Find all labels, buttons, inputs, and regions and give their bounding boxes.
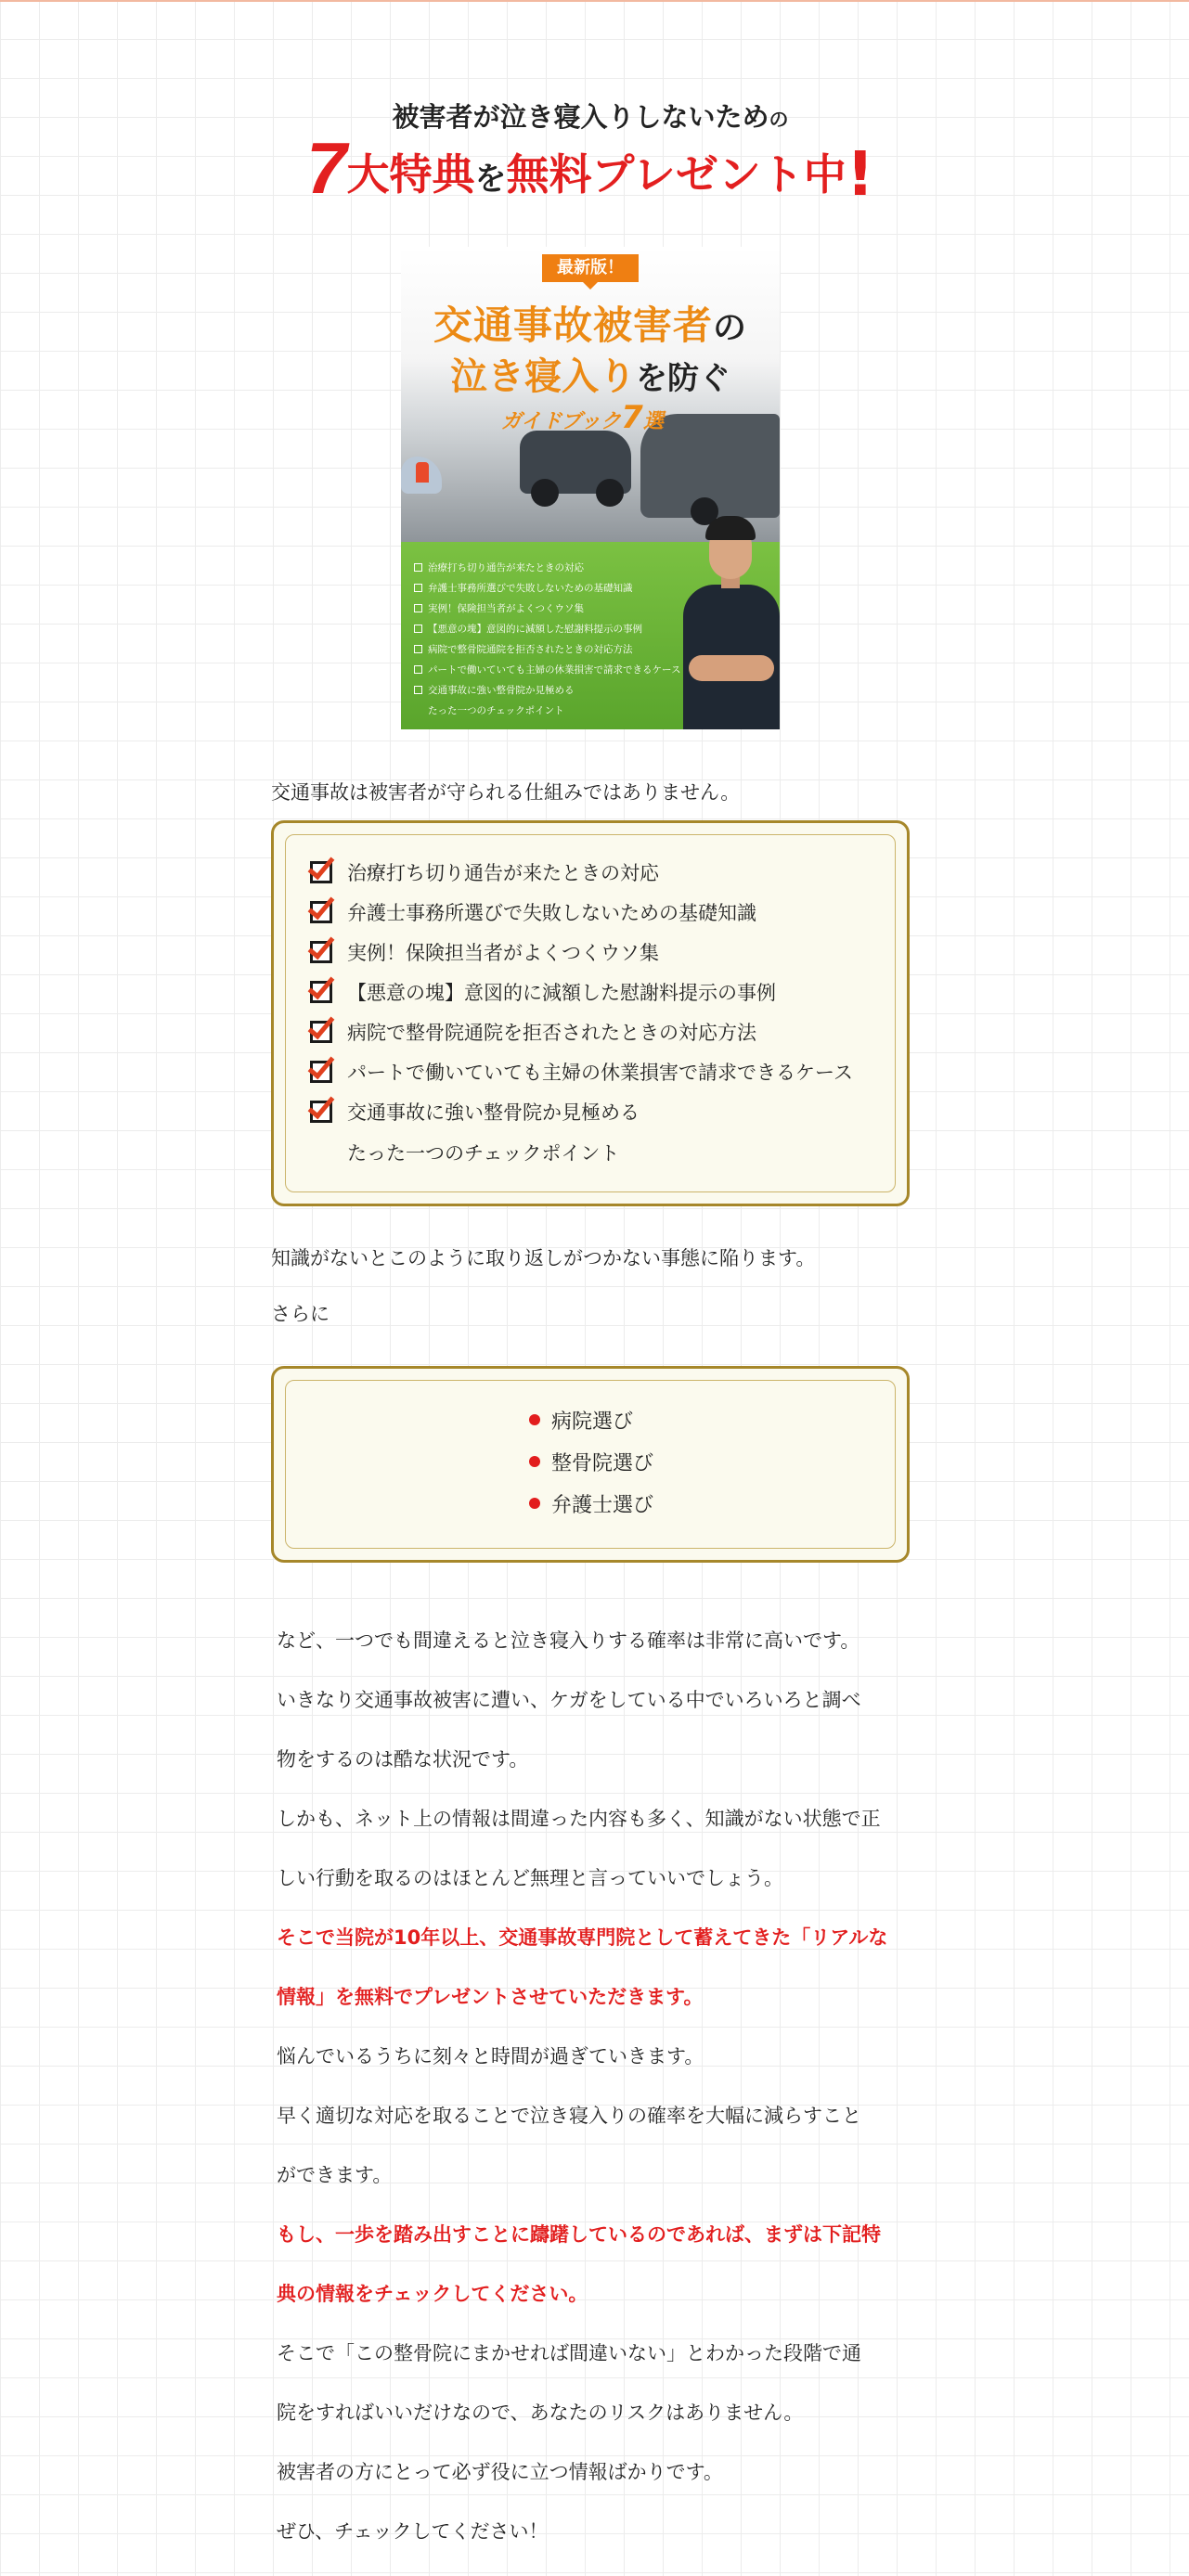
red-bullet-icon (529, 1456, 540, 1467)
highlight-text-line: 典の情報をチェックしてください。 (277, 2283, 588, 2305)
checkbox-icon (414, 604, 422, 612)
checked-checkbox-icon (310, 981, 332, 1003)
body-text-line: しかも、ネット上の情報は間違った内容も多く、知識がない状態で正 (277, 1808, 881, 1830)
cover-list-item: パートで働いていても主婦の休業損害で請求できるケース (414, 659, 692, 679)
cover-title-line1 (401, 295, 780, 351)
checkbox-icon (414, 665, 422, 674)
cover-title1-dark: の (713, 309, 748, 347)
choice-item: 病院選び (529, 1399, 633, 1440)
body-text-line: いきなり交通事故被害に遭い、ケガをしている中でいろいろと調べ (277, 1689, 861, 1711)
cover-list-item: 交通事故に強い整骨院か見極める (414, 679, 692, 700)
cover-title2-dark: を防ぐ (636, 360, 730, 397)
headline-line2 (271, 126, 910, 211)
cover-list-item: 弁護士事務所選びで失敗しないための基礎知識 (414, 577, 692, 598)
person-arms-shape (689, 655, 774, 681)
checkbox-icon (414, 625, 422, 633)
highlight-text-line: 情報」を無料でプレゼントさせていただきます。 (277, 1986, 704, 2008)
headline-line1-suffix: の (769, 109, 789, 131)
cover-list-item: 実例！保険担当者がよくつくウソ集 (414, 598, 692, 618)
highlight-text-line: もし、一歩を踏み出すことに躊躇しているのであれば、まずは下記特 (277, 2223, 881, 2246)
cover-list-item-continued: たった一つのチェックポイント (428, 704, 564, 716)
cover-badge-tail (583, 282, 598, 290)
headline-line1-text: 被害者が泣き寝入りしないため (392, 101, 769, 133)
cover-badge: 最新版！ (542, 254, 639, 282)
cover-list-item: 病院で整骨院通院を拒否されたときの対応方法 (414, 638, 692, 659)
checkbox-icon (414, 563, 422, 572)
checkbox-icon (414, 686, 422, 694)
intro-text: 交通事故は被害者が守られる仕組みではありません。 (271, 781, 741, 804)
choice-item: 整骨院選び (529, 1441, 653, 1482)
wheel-shape (531, 479, 559, 507)
headline-benefits: 大特典 (346, 149, 475, 200)
red-bullet-icon (529, 1414, 540, 1425)
checklist-item: 実例！保険担当者がよくつくウソ集 (310, 932, 659, 972)
cover-list (414, 557, 692, 720)
body-text-line: ができます。 (277, 2164, 393, 2186)
cover-list-item: 治療打ち切り通告が来たときの対応 (414, 557, 692, 577)
cover-title2-orange: 泣き寝入り (450, 355, 636, 398)
checklist-item: 病院で整骨院通院を拒否されたときの対応方法 (310, 1011, 756, 1052)
headline-number: 7 (306, 127, 347, 209)
checkbox-icon (414, 584, 422, 592)
body-text-line: 悩んでいるうちに刻々と時間が過ぎていきます。 (277, 2045, 704, 2067)
checked-checkbox-icon (310, 1101, 332, 1123)
traffic-cone-shape (416, 462, 429, 483)
checklist-item: 交通事故に強い整骨院か見極める (310, 1091, 640, 1132)
body-text-line: 早く適切な対応を取ることで泣き寝入りの確率を大幅に減らすこと (277, 2105, 861, 2127)
checkbox-icon (414, 645, 422, 653)
cover-title-line2 (401, 347, 780, 400)
checklist-item: パートで働いていても主婦の休業損害で請求できるケース (310, 1051, 853, 1092)
choice-item: 弁護士選び (529, 1483, 653, 1524)
top-border (0, 0, 1189, 2)
body-text-line: しい行動を取るのはほとんど無理と言っていいでしょう。 (277, 1867, 783, 1889)
cover-subtitle-number: 7 (621, 399, 643, 436)
checked-checkbox-icon (310, 1061, 332, 1083)
highlight-text-line: そこで当院が10年以上、交通事故専門院として蓄えてきた「リアルな (277, 1926, 888, 1949)
guidebook-cover-image (401, 247, 780, 729)
checked-checkbox-icon (310, 1021, 332, 1043)
cover-title1-orange: 交通事故被害者 (433, 303, 713, 348)
red-bullet-icon (529, 1498, 540, 1509)
checked-checkbox-icon (310, 901, 332, 923)
person-hair-shape (705, 516, 756, 540)
doctor-photo (679, 516, 780, 729)
cover-subtitle-text: ガイドブック (501, 410, 622, 433)
body-text-line: 被害者の方にとって必ず役に立つ情報ばかりです。 (277, 2461, 723, 2483)
headline-free-present: 無料プレゼント中 (506, 149, 847, 200)
warning-text: 知識がないとこのように取り返しがつかない事態に陥ります。 (271, 1247, 816, 1269)
body-text-line: 院をすればいいだけなので、あなたのリスクはありません。 (277, 2402, 804, 2424)
body-text-line: など、一つでも間違えると泣き寝入りする確率は非常に高いです。 (277, 1629, 860, 1652)
checklist-item: 【悪意の塊】意図的に減額した慰謝料提示の事例 (310, 972, 776, 1012)
checked-checkbox-icon (310, 861, 332, 883)
cover-list-item: 【悪意の塊】意図的に減額した慰謝料提示の事例 (414, 618, 692, 638)
checked-checkbox-icon (310, 941, 332, 963)
checklist-item: 弁護士事務所選びで失敗しないための基礎知識 (310, 892, 756, 933)
body-text-line: 物をするのは酷な状況です。 (277, 1748, 529, 1771)
checklist-item: 治療打ち切り通告が来たときの対応 (310, 852, 659, 893)
headline-particle: を (474, 161, 507, 198)
wheel-shape (596, 479, 624, 507)
body-text-line: ぜひ、チェックしてください！ (277, 2520, 549, 2543)
sarani-text: さらに (271, 1303, 330, 1325)
checklist-item-continued: たった一つのチェックポイント (347, 1142, 620, 1165)
cover-subtitle (501, 399, 664, 436)
cover-subtitle-suffix: 選 (642, 410, 664, 433)
body-text-line: そこで「この整骨院にまかせれば間違いない」とわかった段階で通 (277, 2342, 861, 2364)
headline-exclamation: ! (846, 138, 874, 210)
